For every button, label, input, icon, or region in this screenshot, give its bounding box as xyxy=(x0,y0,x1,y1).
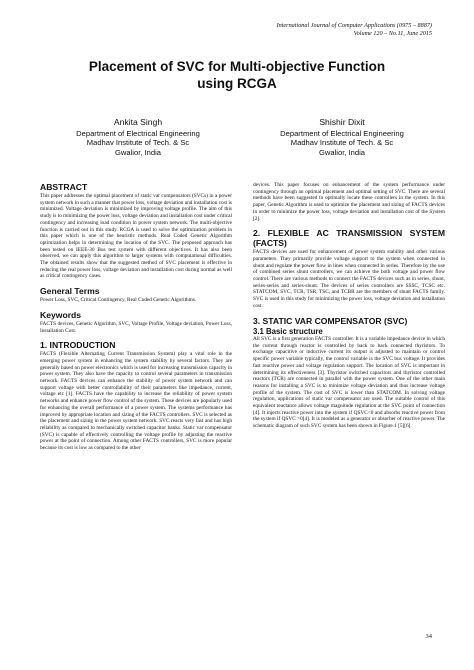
general-terms-text: Power Loss, SVC, Critical Contingency, Real Coded Genetic Algorithms. xyxy=(40,297,197,304)
author-city: Gwalior, India xyxy=(114,147,161,157)
introduction-heading: 1. INTRODUCTION xyxy=(40,340,116,351)
author-department: Department of Electrical Engineering xyxy=(280,128,404,138)
basic-structure-heading: 3.1 Basic structure xyxy=(253,326,323,336)
author-block-2 xyxy=(262,118,422,157)
right-column xyxy=(253,182,445,430)
left-column xyxy=(40,182,232,452)
paper-title xyxy=(40,58,434,92)
journal-name: International Journal of Computer Applications (0975 – 8887) xyxy=(276,22,432,29)
journal-header xyxy=(277,22,432,38)
title-line-2: using RCGA xyxy=(197,76,277,91)
keywords-text: FACTS devices, Genetic Algorithm, SVC, Voltage Profile, Voltage deviation, Power Loss, Installation Cost. xyxy=(40,320,232,334)
abstract-heading: ABSTRACT xyxy=(40,182,88,192)
keywords-heading: Keywords xyxy=(40,309,82,320)
basic-structure-text: All SVC is a first generation FACTS controller. It is a variable impedance device in which the current through reactor is controlled by back to back connected thyristors. To exchange capacitive or inductive current its output is adjusted to maintain or control specific power variable typically, the control variable is the SVC bus voltage. It provides fast reactive power and voltage regulation support. The location of SVC is important in determining its effectiveness [3]. Thyristor switched capacitors and thyristor controlled reactors (TCR) are connected in parallel with the power system. One of the other main reasons for installing a SVC is to minimize voltage deviation and thus increase voltage profile of the system. The cost of SVC is lower than STATCOM. In solving voltage regulation, applications of static var compensator are used. The suitable control of this equivalent reactance allows voltage magnitude regulation at the SVC point of connection [4]. It injects reactive power into the system if QSVC<0 and absorbs reactive power from the system if QSVC >0[4]. It is modeled as a generator or absorber of reactive power. The schematic diagram of such SVC system has been shown in Figure.1 [5][6]. xyxy=(253,336,445,430)
page-number: 34 xyxy=(425,633,432,640)
introduction-text: FACTS (Flexible Alternating Current Transmission System) play a vital role in the emerging power system in enhancing the system stability by several factors. They are generally based on power electronics which is used for increasing transmission capacity in power system. They also have the capacity to control several parameters in transmission network. FACTS devices can enhance the stability of power system network and can support voltage with better controllability of their parameters like impedance, current, voltage etc [1]. FACTS have the capability to increase the reliability of power system networks and enhance power flow control of the system. These devices are popularly used for enhancing the overall performance of a power system. The systems performance has improved by appropriate location and sizing of the FACTS controllers. SVC is selected as the placement and sizing in the power system network. SVC reacts very fast and has high reliability as compared to mechanically switched capacitor banks. Static var compensator (SVC) is capable of effectively controlling the voltage profile by adjusting the reactive power at the point of connection. Among other FACTS controllers, SVC is more popular because its cost is low as compared to the other xyxy=(40,351,232,452)
facts-text: FACTS devices are used for enhancement of power system stability and other various parameters. They primarily provide voltage support to the system when connected in shunt and regulate the power flow in lines when connected in series. Therefore by the use of combined series shunt controllers, we can achieve the both voltage and power flow control. There are various methods to connect the FACTS devices such as in series, shunt, series-series and series-shunt. The devices of series controllers are SSSC, TCSC etc. STATCOM, SVC, TCR, TSR, TSC, and TCBR are the members of shunt FACTS family. SVC is used in this study for minimizing the power loss, voltage deviation and installation cost. xyxy=(253,249,445,309)
continued-text: devices. This paper focuses on enhancement of the system performance under contingency through an optimal placement and optimal setting of SVC. There are several methods have been suggested to optimally locate these controllers in the system. In this paper, Genetic Algorithm is used to optimize the placement and sizing of FACTS devices in order to minimize the power loss, voltage deviation and installation cost of the System [2]. xyxy=(253,182,445,222)
facts-heading: 2. FLEXIBLE AC TRANSMISSION SYSTEM (FACTS) xyxy=(253,228,445,249)
svc-heading: 3. STATIC VAR COMPENSATOR (SVC) xyxy=(253,315,408,326)
author-city: Gwalior, India xyxy=(318,147,365,157)
title-line-1: Placement of SVC for Multi-objective Function xyxy=(88,59,386,74)
author-institute: Madhav Institute of Tech. & Sc xyxy=(290,138,394,147)
author-name: Ankita Singh xyxy=(113,117,163,127)
author-department: Department of Electrical Engineering xyxy=(76,128,200,138)
journal-volume: Volume 120 – No.11, June 2015 xyxy=(353,30,432,37)
abstract-text: This paper addresses the optimal placement of static var compensators (SVCs) in a power system network in such a manner that power loss, voltage deviation and installation cost is minimized. Voltage deviation is minimized by improving voltage profile. The aim of this study is to minimizing the power loss, voltage deviation and installation cost under critical contingency and increasing load condition in power system network. The multi-objective function is carried out in this study. RCGA is used to solve the optimization problem in this paper which is one of the heuristic methods. Real Coded Genetic Algorithm optimization helps in determining the location of the SVC. The proposed approach has been tested on IEEE-30 Bus test system with different objectives. It has also been observed, we can apply this algorithm to larger systems with computational difficulties. The obtained results show that the suggested method of SVC placement is effective in reducing the real power loss, voltage deviation and installation cost during normal as well as critical contingency cases. xyxy=(40,193,232,280)
general-terms-heading: General Terms xyxy=(40,286,100,297)
author-block-1 xyxy=(58,118,218,157)
author-name: Shishir Dixit xyxy=(319,117,365,127)
author-institute: Madhav Institute of Tech. & Sc xyxy=(86,138,190,147)
